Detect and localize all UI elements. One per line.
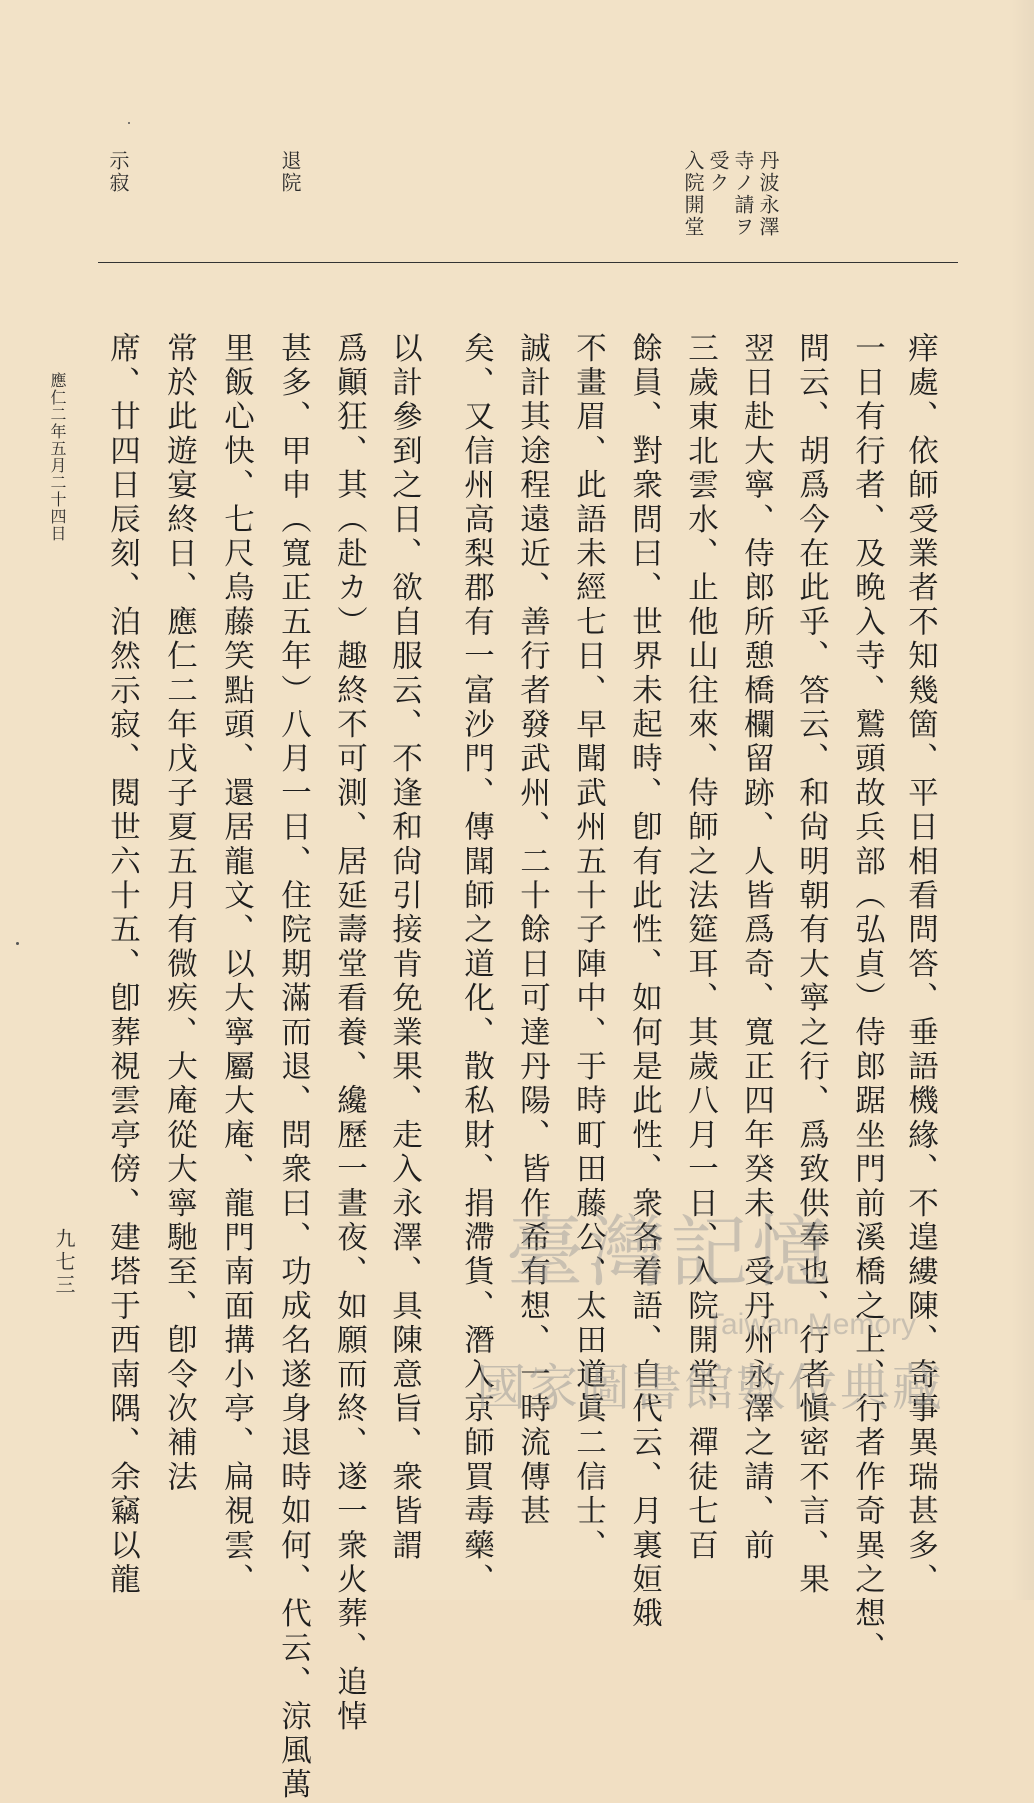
margin-note-2: 寺ノ請ヲ xyxy=(731,150,755,238)
body-column: 不畫眉、此語未經七日、早聞武州五十子陣中、于時町田藤公、太田道眞二信士、 xyxy=(570,332,606,1564)
body-column: 矣、又信州高梨郡有一富沙門、傳聞師之道化、散私財、捐滯貨、潛入京師買毒藥、 xyxy=(458,332,494,1598)
margin-note-6: 示寂 xyxy=(106,150,130,194)
watermark-english-text: Taiwan Memory xyxy=(706,1308,917,1341)
margin-note-4: 入院開堂 xyxy=(681,150,705,238)
body-column: 餘員、對衆問曰、世界未起時、卽有此性、如何是此性、衆各着語、自代云、月裏姮娥 xyxy=(626,332,662,1632)
body-column: 甚多、甲申（寬正五年）八月一日、住院期滿而退、問衆曰、功成名遂身退時如何、代云、涼風萬 xyxy=(275,332,311,1803)
body-column: 痒處、依師受業者不知幾箇、平日相看問答、垂語機緣、不遑縷陳、奇事異瑞甚多、 xyxy=(902,332,938,1598)
body-column: 爲顚狂、其（赴カ）趣終不可測、居延壽堂看養、纔歷一晝夜、如願而終、遂一衆火葬、追悼 xyxy=(331,332,367,1735)
paper-speck xyxy=(16,942,19,945)
body-column: 翌日赴大寧、侍郎所憩橋欄留跡、人皆爲奇、寬正四年癸未、受丹州永澤之請、前 xyxy=(738,332,774,1564)
page-edge-shadow xyxy=(1008,0,1034,1600)
watermark-sub-text: 國家圖書館數位典藏 xyxy=(476,1359,944,1417)
body-column: 問云、胡爲今在此乎、答云、和尙明朝有大寧之行、爲致供奉也、行者愼密不言、果 xyxy=(793,332,829,1598)
page-number: 九七三 xyxy=(52,1228,76,1297)
margin-note-5: 退院 xyxy=(278,150,302,194)
body-column: 三歲東北雲水、止他山往來、侍師之法筵耳、其歲八月一日、入院開堂、禪徒七百 xyxy=(682,332,718,1564)
body-column: 以計參到之日、欲自服云、不逢和尙引接肯免業果、走入永澤、具陳意旨、衆皆謂 xyxy=(386,332,422,1564)
header-rule xyxy=(98,262,958,263)
margin-note-3: 受ク xyxy=(706,150,730,194)
body-column: 一日有行者、及晩入寺、鷲頭故兵部（弘貞）侍郎踞坐門前溪橋之上、行者作奇異之想、 xyxy=(849,332,885,1666)
body-column: 席、廿四日辰刻、泊然示寂、閱世六十五、卽葬視雲亭傍、建塔于西南隅、余竊以龍 xyxy=(104,332,140,1598)
watermark-main-text: 臺灣記憶 xyxy=(506,1208,835,1298)
margin-note-1: 丹波永澤 xyxy=(756,150,780,238)
footer-date-note: 應仁二年五月二十四日 xyxy=(48,372,67,542)
body-column: 常於此遊宴終日、應仁二年戊子夏五月有微疾、大庵從大寧馳至、卽令次補法 xyxy=(161,332,197,1495)
paper-speck xyxy=(128,122,130,124)
body-column: 里飯心快、七尺烏藤笑點頭、還居龍文、以大寧屬大庵、龍門南面搆小亭、扁視雲、 xyxy=(218,332,254,1598)
body-column: 誠計其途程遠近、善行者發武州、二十餘日可達丹陽、皆作希有想、一時流傳甚 xyxy=(514,332,550,1529)
